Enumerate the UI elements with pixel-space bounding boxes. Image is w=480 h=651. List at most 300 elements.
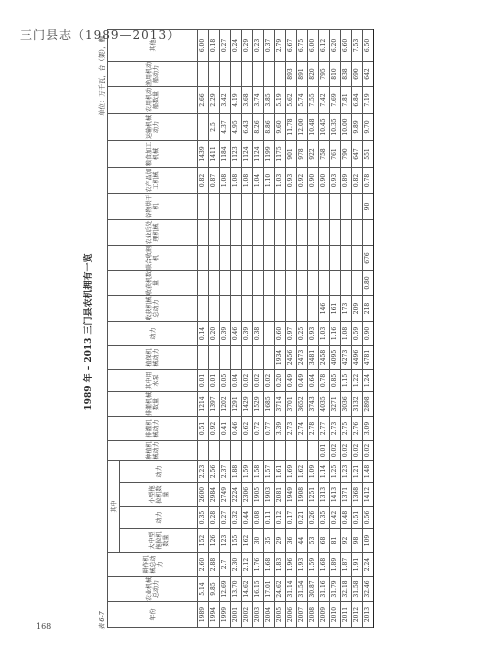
table-cell: 810: [330, 61, 341, 86]
table-cell: 0.49: [286, 369, 297, 391]
book-title: 三门县志（1989—2013）: [20, 28, 181, 42]
table-cell: 31.16: [319, 577, 330, 602]
table-cell: 795: [319, 61, 330, 86]
table-cell: 1.59: [242, 460, 253, 482]
table-cell: [286, 245, 297, 270]
table-cell: [275, 295, 286, 321]
table-cell: 3481: [308, 345, 319, 369]
table-cell: 36: [286, 529, 297, 553]
table-cell: 1413: [330, 483, 341, 507]
table-cell: 109: [363, 529, 374, 553]
table-cell: [275, 440, 286, 460]
table-cell: [308, 295, 319, 321]
table-cell: [275, 61, 286, 86]
table-cell: 3.42: [220, 86, 231, 113]
table-cell: 1.62: [297, 460, 308, 482]
table-cell: 642: [363, 61, 374, 86]
table-number: 表 6-7: [98, 611, 106, 630]
table-cell: 7.69: [330, 86, 341, 113]
table-cell: 0.72: [253, 416, 264, 440]
table-cell: [275, 219, 286, 245]
table-cell: 0.78: [319, 369, 330, 391]
table-cell: [363, 219, 374, 245]
table-cell: 0.78: [363, 167, 374, 193]
column-header: 动力: [108, 321, 198, 345]
table-cell: [286, 440, 297, 460]
table-cell: 0.02: [352, 440, 363, 460]
table-cell: 0.46: [231, 416, 242, 440]
table-cell: 2.56: [209, 460, 220, 482]
table-cell: 0.92: [209, 416, 220, 440]
table-cell: [264, 193, 275, 219]
table-cell: 0.24: [231, 29, 242, 61]
table-cell: [220, 345, 231, 369]
table-cell: 8.86: [264, 113, 275, 140]
table-cell: 2306: [242, 483, 253, 507]
table-cell: [231, 61, 242, 86]
table-cell: 2.66: [198, 86, 209, 113]
table-cell: 1.08: [341, 321, 352, 345]
table-cell: [308, 440, 319, 460]
table-cell: 14.62: [242, 577, 253, 602]
column-header: 谷物烘干机: [108, 193, 198, 219]
table-row: [330, 29, 341, 627]
table-cell: 2081: [275, 483, 286, 507]
table-cell: [242, 345, 253, 369]
table-cell: 2.37: [220, 460, 231, 482]
table-cell: 0.01: [209, 369, 220, 391]
table-cell: 161: [330, 295, 341, 321]
page-number: 168: [36, 622, 52, 631]
table-row: [209, 29, 220, 627]
table-cell: [209, 245, 220, 270]
table-cell: 0.02: [330, 440, 341, 460]
year-cell: 2010: [330, 602, 341, 628]
table-cell: 2.30: [231, 553, 242, 577]
table-cell: 3132: [352, 391, 363, 416]
table-cell: 1.88: [231, 460, 242, 482]
table-cell: 173: [341, 295, 352, 321]
table-cell: [242, 245, 253, 270]
year-cell: 2002: [242, 602, 253, 628]
table-cell: 3.85: [264, 86, 275, 113]
table-cell: [220, 61, 231, 86]
table-cell: [308, 270, 319, 295]
table-cell: [231, 270, 242, 295]
table-cell: [286, 193, 297, 219]
table-cell: 3036: [341, 391, 352, 416]
table-cell: 1123: [231, 140, 242, 167]
table-cell: 0.64: [308, 369, 319, 391]
table-cell: 2.60: [198, 553, 209, 577]
table-cell: 6.20: [330, 29, 341, 61]
year-cell: 2001: [231, 602, 242, 628]
table-cell: 2898: [363, 391, 374, 416]
table-cell: 0.35: [198, 507, 209, 529]
table-cell: [264, 270, 275, 295]
table-cell: 17.01: [264, 577, 275, 602]
year-cell: 2005: [275, 602, 286, 628]
column-header: 粮食加工机械: [108, 140, 198, 167]
column-header: 收获机数量: [108, 270, 198, 295]
table-cell: 0.82: [198, 167, 209, 193]
table-row: [220, 29, 231, 627]
table-cell: [264, 321, 275, 345]
table-cell: [209, 440, 220, 460]
table-cell: 44: [297, 529, 308, 553]
table-cell: 838: [341, 61, 352, 86]
table-cell: 2.88: [209, 553, 220, 577]
table-cell: 1124: [242, 140, 253, 167]
table-cell: 3.74: [253, 86, 264, 113]
table-cell: 0.39: [220, 321, 231, 345]
table-cell: [286, 295, 297, 321]
table-cell: [231, 440, 242, 460]
table-cell: 1.22: [352, 369, 363, 391]
table-cell: 10.45: [319, 113, 330, 140]
table-cell: 6.43: [242, 113, 253, 140]
table-cell: 0.04: [231, 369, 242, 391]
table-cell: 4.37: [220, 113, 231, 140]
table-cell: 0.87: [209, 167, 220, 193]
year-cell: 2007: [297, 602, 308, 628]
table-cell: [319, 245, 330, 270]
table-cell: 0.05: [220, 369, 231, 391]
table-cell: 1.21: [352, 460, 363, 482]
table-cell: 3714: [275, 391, 286, 416]
table-cell: 5.14: [198, 577, 209, 602]
table-cell: [198, 245, 209, 270]
column-header: 种植机械动力: [108, 440, 198, 460]
table-cell: [209, 295, 220, 321]
table-cell: [242, 219, 253, 245]
table-cell: [297, 219, 308, 245]
table-cell: 0.97: [286, 321, 297, 345]
table-cell: 0.17: [286, 507, 297, 529]
table-cell: 6.12: [319, 29, 330, 61]
table-cell: 24.62: [275, 577, 286, 602]
table-cell: 13.70: [231, 577, 242, 602]
table-cell: 0.51: [198, 416, 209, 440]
table-cell: [330, 219, 341, 245]
table-cell: [297, 440, 308, 460]
table-cell: [330, 193, 341, 219]
column-header: 农产品加工机械: [108, 167, 198, 193]
table-cell: 1905: [253, 483, 264, 507]
farm-machinery-table: [107, 29, 374, 628]
table-cell: 0.27: [220, 507, 231, 529]
table-row: [352, 29, 363, 627]
table-cell: [341, 193, 352, 219]
table-cell: [242, 270, 253, 295]
table-cell: 0.32: [231, 507, 242, 529]
table-cell: 551: [363, 140, 374, 167]
table-cell: 68: [319, 529, 330, 553]
table-cell: [308, 219, 319, 245]
table-cell: 1.16: [330, 321, 341, 345]
table-cell: 1.08: [220, 167, 231, 193]
table-cell: [330, 270, 341, 295]
table-cell: 0.41: [220, 416, 231, 440]
table-cell: 901: [286, 140, 297, 167]
year-cell: 1989: [198, 602, 209, 628]
table-cell: 0.93: [308, 321, 319, 345]
table-cell: 0.49: [297, 369, 308, 391]
table-cell: [209, 270, 220, 295]
table-cell: 0.48: [341, 507, 352, 529]
table-row: [308, 29, 319, 627]
table-unit: 单位：万千瓦，台（架），艘: [98, 36, 106, 116]
table-cell: 2.7: [220, 553, 231, 577]
table-cell: 1903: [264, 483, 275, 507]
table-cell: 2458: [319, 345, 330, 369]
table-cell: 1411: [209, 140, 220, 167]
table-cell: 1.25: [330, 460, 341, 482]
table-cell: 0.85: [330, 369, 341, 391]
table-cell: 92: [341, 529, 352, 553]
table-cell: 2.23: [198, 460, 209, 482]
table-cell: [264, 219, 275, 245]
table-cell: 1.59: [308, 553, 319, 577]
year-cell: 2008: [308, 602, 319, 628]
table-cell: 123: [220, 529, 231, 553]
column-header: 联合收割机: [108, 245, 198, 270]
table-cell: 1.23: [341, 460, 352, 482]
table-row: [198, 29, 209, 627]
table-cell: [286, 219, 297, 245]
table-cell: 90: [363, 193, 374, 219]
table-cell: [198, 113, 209, 140]
table-cell: 7.42: [319, 86, 330, 113]
table-cell: 1.89: [330, 553, 341, 577]
table-cell: 893: [286, 61, 297, 86]
table-cell: [264, 345, 275, 369]
table-cell: [242, 295, 253, 321]
year-cell: 2012: [352, 602, 363, 628]
table-cell: 0.01: [198, 369, 209, 391]
table-cell: 9.89: [352, 113, 363, 140]
table-cell: [297, 193, 308, 219]
table-cell: 0.02: [363, 440, 374, 460]
table-cell: 1.15: [341, 369, 352, 391]
year-cell: 1999: [220, 602, 231, 628]
year-cell: 2006: [286, 602, 297, 628]
table-cell: [297, 245, 308, 270]
table-cell: 1202: [220, 391, 231, 416]
table-cell: [198, 61, 209, 86]
table-cell: 5.62: [286, 86, 297, 113]
table-cell: 0.37: [264, 29, 275, 61]
table-cell: 1.96: [286, 553, 297, 577]
table-cell: 29: [275, 529, 286, 553]
column-header: 排灌机械数量: [108, 391, 198, 416]
table-cell: 2456: [286, 345, 297, 369]
table-cell: 0.44: [242, 507, 253, 529]
table-cell: 0.89: [341, 167, 352, 193]
table-cell: 2.73: [330, 416, 341, 440]
year-cell: 1994: [209, 602, 220, 628]
table-cell: 0.23: [253, 29, 264, 61]
table-cell: 6.00: [198, 29, 209, 61]
table-cell: 1.87: [341, 553, 352, 577]
table-cell: 1529: [253, 391, 264, 416]
table-cell: 761: [330, 140, 341, 167]
table-cell: 98: [352, 529, 363, 553]
table-cell: 0.42: [330, 507, 341, 529]
table-cell: 0.90: [308, 167, 319, 193]
column-header: 农用机动船数量: [108, 86, 198, 113]
table-cell: 0.92: [297, 167, 308, 193]
table-cell: 4035: [319, 391, 330, 416]
table-cell: [253, 295, 264, 321]
table-cell: 1.83: [275, 553, 286, 577]
table-cell: 1.48: [363, 460, 374, 482]
table-cell: 2.29: [209, 86, 220, 113]
column-header: 耕作机械总动力: [108, 553, 198, 577]
column-header: 其中用水泵: [108, 369, 198, 391]
table-cell: [341, 270, 352, 295]
table-cell: [220, 295, 231, 321]
table-cell: [220, 245, 231, 270]
table-cell: 6.67: [286, 29, 297, 61]
column-header: 农业后处理机械: [108, 219, 198, 245]
table-cell: 2600: [198, 483, 209, 507]
table-cell: 1.69: [286, 460, 297, 482]
table-cell: 690: [352, 61, 363, 86]
table-cell: 0.14: [198, 321, 209, 345]
column-header: 农业机械总动力: [108, 577, 198, 602]
table-cell: 2.24: [363, 553, 374, 577]
table-cell: [253, 219, 264, 245]
table-cell: [341, 219, 352, 245]
table-cell: 0.25: [297, 321, 308, 345]
table-cell: 1313: [319, 483, 330, 507]
table-cell: [253, 61, 264, 86]
table-cell: 0.29: [242, 29, 253, 61]
table-cell: 0.26: [308, 507, 319, 529]
table-cell: 1.58: [253, 460, 264, 482]
table-cell: [319, 193, 330, 219]
table-cell: 1371: [341, 483, 352, 507]
year-cell: 2003: [253, 602, 264, 628]
table-cell: 3.39: [275, 416, 286, 440]
table-cell: 676: [363, 245, 374, 270]
table-cell: 0.56: [363, 507, 374, 529]
table-cell: 126: [209, 529, 220, 553]
column-header: 植保机械动力: [108, 345, 198, 369]
table-cell: 0.35: [319, 507, 330, 529]
table-cell: 1.14: [319, 460, 330, 482]
table-cell: [231, 345, 242, 369]
table-cell: 3652: [297, 391, 308, 416]
table-cell: 31.79: [330, 577, 341, 602]
table-cell: 2749: [220, 483, 231, 507]
table-cell: 1412: [363, 483, 374, 507]
table-row: [264, 29, 275, 627]
table-cell: 6.50: [363, 29, 374, 61]
table-cell: [264, 245, 275, 270]
table-cell: 7.53: [352, 29, 363, 61]
table-cell: [220, 219, 231, 245]
table-cell: 3701: [286, 391, 297, 416]
table-cell: 0.62: [242, 416, 253, 440]
table-cell: 7.81: [341, 86, 352, 113]
table-cell: [275, 193, 286, 219]
table-cell: 1214: [198, 391, 209, 416]
table-cell: 3.68: [242, 86, 253, 113]
table-cell: 32.18: [341, 577, 352, 602]
table-cell: 0.02: [253, 369, 264, 391]
column-header: 动力: [120, 460, 198, 482]
table-cell: 1.04: [253, 167, 264, 193]
table-cell: 2.76: [352, 416, 363, 440]
table-cell: 9.70: [363, 113, 374, 140]
table-cell: 1439: [198, 140, 209, 167]
table-cell: 0.82: [352, 167, 363, 193]
table-cell: 81: [330, 529, 341, 553]
table-cell: 31.14: [286, 577, 297, 602]
table-cell: 0.27: [220, 29, 231, 61]
table-cell: 0.20: [275, 369, 286, 391]
table-cell: 0.51: [352, 507, 363, 529]
table-cell: 6.00: [308, 29, 319, 61]
table-cell: 0.93: [286, 167, 297, 193]
column-header: 小型拖拉机数量: [120, 483, 198, 507]
table-row: [286, 29, 297, 627]
column-header: 年份: [108, 602, 198, 628]
table-cell: 6.60: [341, 29, 352, 61]
rotated-table-page: [67, 30, 431, 634]
table-cell: 10.48: [308, 113, 319, 140]
year-cell: 2009: [319, 602, 330, 628]
table-row: [231, 29, 242, 627]
table-cell: [198, 345, 209, 369]
table-cell: 0.01: [319, 440, 330, 460]
table-cell: 152: [198, 529, 209, 553]
table-cell: 0.80: [363, 270, 374, 295]
table-cell: [231, 245, 242, 270]
table-cell: 1.08: [231, 167, 242, 193]
year-cell: 2011: [341, 602, 352, 628]
table-cell: 1934: [275, 345, 286, 369]
table-cell: 0.39: [242, 321, 253, 345]
table-cell: 2984: [209, 483, 220, 507]
table-cell: [220, 193, 231, 219]
column-header: 运输机械动力: [108, 113, 198, 140]
table-cell: 9.85: [209, 577, 220, 602]
table-cell: 31.54: [297, 577, 308, 602]
table-cell: 6.75: [297, 29, 308, 61]
table-cell: 162: [242, 529, 253, 553]
table-cell: 0.02: [341, 440, 352, 460]
table-cell: [220, 440, 231, 460]
table-cell: 2.73: [286, 416, 297, 440]
table-cell: 1.57: [264, 460, 275, 482]
table-cell: 0.46: [231, 321, 242, 345]
table-cell: 9.60: [275, 113, 286, 140]
table-cell: [209, 61, 220, 86]
table-cell: 1.03: [275, 167, 286, 193]
table-title: 1989 年 – 2013 三门县农机拥有一览: [84, 253, 94, 411]
table-cell: 1.76: [253, 553, 264, 577]
table-cell: 0.38: [253, 321, 264, 345]
table-cell: 978: [297, 140, 308, 167]
table-cell: 1124: [253, 140, 264, 167]
table-cell: [264, 440, 275, 460]
table-cell: [352, 245, 363, 270]
table-cell: 0.11: [264, 507, 275, 529]
table-cell: 1175: [275, 140, 286, 167]
